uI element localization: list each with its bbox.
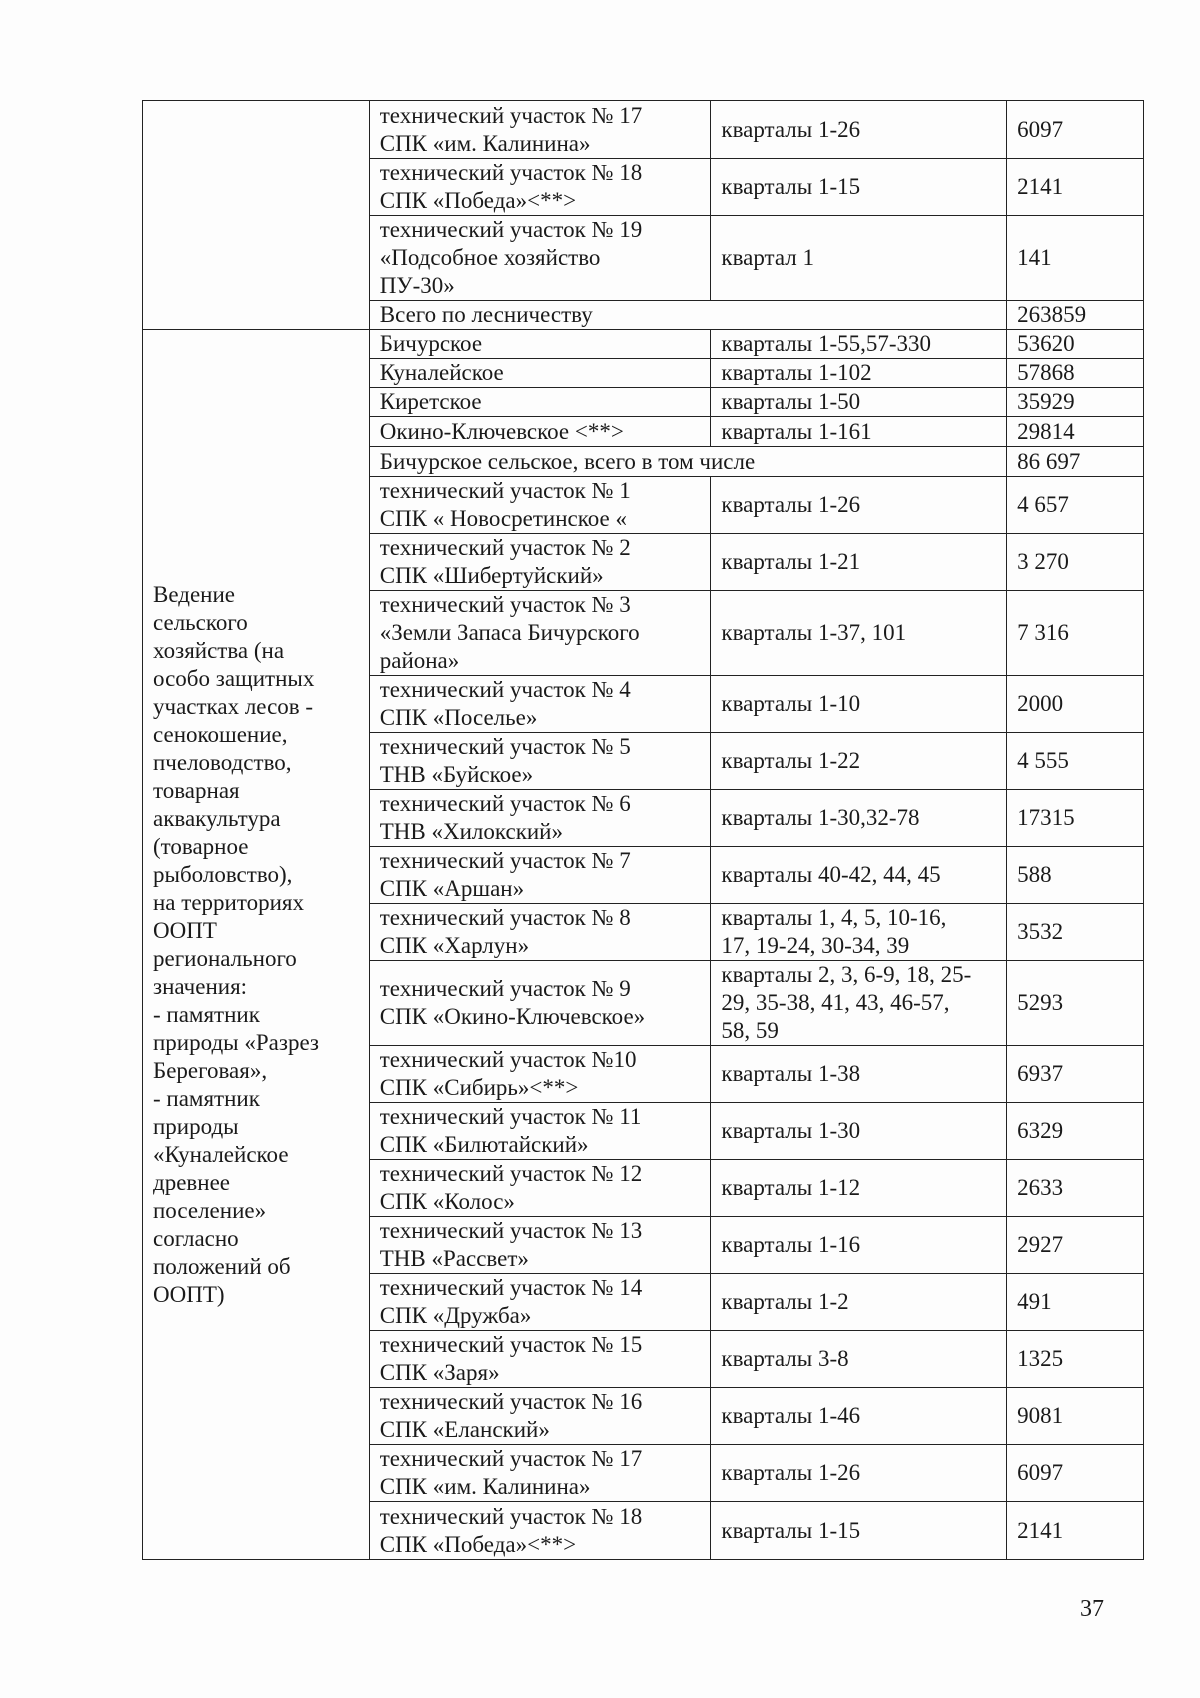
plot-row-area-cell [1007,1103,1144,1160]
plot-row-section-cell [369,1046,711,1103]
plot-row-area-cell [1007,1388,1144,1445]
district-row-area-cell [1007,388,1144,417]
district-row-area-cell [1007,330,1144,359]
plot-row-area-cell-text: 9081 [1017,1403,1064,1428]
plot-row-area-cell [1007,904,1144,961]
plot-row-area-cell [1007,1331,1144,1388]
district-row-quarters-cell-text: кварталы 1-161 [721,418,872,444]
plot-row-area-cell [1007,733,1144,790]
district-row-section-cell-text: Киретское [379,389,482,414]
plot-row-section-cell-text: технический участок № 8 СПК «Харлун» [379,905,631,958]
top-row-area-cell-text: 6097 [1017,116,1064,142]
plot-row-area-cell-text: 5293 [1017,990,1064,1015]
plot-row-quarters-cell-text: кварталы 1-46 [721,1403,861,1428]
plot-row-section-cell-text: технический участок № 12 СПК «Колос» [379,1161,643,1214]
district-row-quarters-cell-text: кварталы 1-102 [721,360,872,385]
plot-row-area-cell-text: 4 657 [1017,492,1069,517]
top-row-section-cell [369,159,711,216]
top-row-quarters-cell-text: квартал 1 [721,245,815,270]
rural-total-label-text: Бичурское сельское, всего в том числе [379,448,756,474]
plot-row-area-cell [1007,847,1144,904]
district-row-quarters-cell [711,417,1007,447]
plot-row-section-cell-text: технический участок № 2 СПК «Шибертуйский» [379,535,631,588]
plot-row-section-cell [369,1160,711,1217]
plot-row-quarters-cell [711,961,1007,1046]
plot-row-section-cell [369,1331,711,1388]
plot-row-quarters-cell-text: кварталы 3-8 [721,1346,849,1371]
plot-row-section-cell-text: технический участок № 16 СПК «Еланский» [379,1389,643,1442]
plot-row-section-cell-text: технический участок № 3 «Земли Запаса Бичурского района» [379,592,640,673]
plot-row-area-cell-text: 4 555 [1017,748,1069,773]
plot-row-area-cell-text: 2000 [1017,691,1064,716]
plot-row-section-cell [369,733,711,790]
plot-row-section-cell-text: технический участок № 9 СПК «Окино-Ключевское» [379,976,646,1029]
plot-row-area-cell [1007,961,1144,1046]
plot-row-area-cell-text: 588 [1017,862,1052,887]
plot-row-section-cell [369,591,711,676]
top-row-section-cell-text: технический участок № 17 СПК «им. Калинина» [379,102,643,156]
plot-row-quarters-cell-text: кварталы 1-21 [721,549,861,574]
plot-row-quarters-cell [711,1388,1007,1445]
plot-row-quarters-cell [711,591,1007,676]
plot-row-area-cell [1007,1217,1144,1274]
plot-row-area-cell [1007,534,1144,591]
district-row-area-cell-text: 57868 [1017,360,1075,385]
plot-row-quarters-cell-text: кварталы 1-38 [721,1061,861,1086]
top-row-area-cell-text: 141 [1017,245,1052,270]
plot-row-quarters-cell [711,676,1007,733]
district-row-quarters-cell-text: кварталы 1-50 [721,389,861,414]
purpose-cell [143,330,370,1560]
forest-allocation-table [142,100,1144,1560]
plot-row-quarters-cell [711,1502,1007,1560]
top-row-section-cell [369,216,711,301]
plot-row-quarters-cell-text: кварталы 1-26 [721,1460,861,1485]
plot-row-section-cell-text: технический участок № 11 СПК «Билютайский» [379,1104,642,1157]
plot-row-section-cell-text: технический участок № 7 СПК «Аршан» [379,848,631,901]
plot-row-quarters-cell-text: кварталы 1-16 [721,1232,861,1257]
plot-row-area-cell-text: 2141 [1017,1517,1064,1543]
top-row-quarters-cell [711,216,1007,301]
plot-row-area-cell-text: 3532 [1017,919,1064,944]
plot-row-quarters-cell-text: кварталы 1-22 [721,748,861,773]
plot-row-area-cell [1007,477,1144,534]
plot-row-area-cell-text: 7 316 [1017,620,1069,645]
plot-row-section-cell [369,477,711,534]
district-row-quarters-cell-text: кварталы 1-55,57-330 [721,331,932,356]
rural-total-area-text: 86 697 [1017,448,1081,474]
plot-row-area-cell [1007,1160,1144,1217]
plot-row-area-cell [1007,1445,1144,1502]
plot-row-section-cell [369,1274,711,1331]
district-row-area-cell-text: 29814 [1017,418,1075,444]
plot-row-area-cell [1007,591,1144,676]
top-row-section-cell-text: технический участок № 19 «Подсобное хозяйство ПУ-30» [379,217,643,298]
plot-row-area-cell-text: 17315 [1017,805,1075,830]
plot-row-section-cell-text: технический участок № 4 СПК «Поселье» [379,677,631,730]
plot-row-quarters-cell-text: кварталы 1-10 [721,691,861,716]
district-row-section-cell-text: Бичурское [379,331,483,356]
plot-row-section-cell [369,790,711,847]
forestry-total-label-text: Всего по лесничеству [379,302,593,327]
purpose-cell-continued [143,101,370,330]
rural-total-area [1007,447,1144,477]
plot-row-area-cell [1007,790,1144,847]
plot-row-quarters-cell [711,1331,1007,1388]
top-row-quarters-cell-text: кварталы 1-15 [721,174,861,199]
plot-row-quarters-cell [711,477,1007,534]
plot-row-quarters-cell [711,733,1007,790]
district-row-section-cell-text: Окино-Ключевское <**> [379,418,624,444]
district-row-section-cell [369,330,711,359]
plot-row-quarters-cell [711,1046,1007,1103]
plot-row-section-cell-text: технический участок № 17 СПК «им. Калинина» [379,1446,643,1499]
plot-row-section-cell [369,1103,711,1160]
plot-row-section-cell [369,961,711,1046]
district-row-section-cell [369,388,711,417]
top-row-section-cell-text: технический участок № 18 СПК «Победа»<**> [379,160,643,213]
district-row-quarters-cell [711,388,1007,417]
plot-row-section-cell [369,676,711,733]
plot-row-quarters-cell [711,1160,1007,1217]
district-row-area-cell [1007,359,1144,388]
top-row-area-cell [1007,159,1144,216]
plot-row-section-cell [369,534,711,591]
plot-row-section-cell-text: технический участок № 18 СПК «Победа»<**> [379,1503,643,1557]
forestry-total-label [369,301,1006,330]
plot-row-quarters-cell-text: кварталы 1-37, 101 [721,620,907,645]
plot-row-section-cell [369,1502,711,1560]
plot-row-quarters-cell-text: кварталы 2, 3, 6-9, 18, 25- 29, 35-38, 41, 43, 46-57, 58, 59 [721,962,972,1043]
plot-row-section-cell [369,1388,711,1445]
plot-row-quarters-cell [711,1103,1007,1160]
plot-row-area-cell [1007,1274,1144,1331]
district-row-section-cell [369,359,711,388]
forestry-total-area [1007,301,1144,330]
top-row-area-cell [1007,216,1144,301]
top-row-quarters-cell [711,159,1007,216]
plot-row-section-cell-text: технический участок № 5 ТНВ «Буйское» [379,734,631,787]
plot-row-quarters-cell [711,790,1007,847]
plot-row-area-cell [1007,676,1144,733]
plot-row-quarters-cell-text: кварталы 1-2 [721,1289,849,1314]
page-number: 37 [1080,1596,1104,1622]
plot-row-section-cell-text: технический участок № 14 СПК «Дружба» [379,1275,643,1328]
plot-row-area-cell-text: 491 [1017,1289,1052,1314]
plot-row-area-cell-text: 6097 [1017,1460,1064,1485]
plot-row-area-cell-text: 2927 [1017,1232,1064,1257]
plot-row-section-cell [369,904,711,961]
rural-total-label [369,447,1006,477]
district-row-area-cell-text: 35929 [1017,389,1075,414]
plot-row-section-cell-text: технический участок № 1 СПК « Новосретинское « [379,478,631,531]
district-row-section-cell-text: Куналейское [379,360,504,385]
plot-row-section-cell [369,1217,711,1274]
plot-row-section-cell-text: технический участок № 6 ТНВ «Хилокский» [379,791,631,844]
plot-row-area-cell [1007,1046,1144,1103]
plot-row-section-cell-text: технический участок № 13 ТНВ «Рассвет» [379,1218,643,1271]
plot-row-area-cell-text: 3 270 [1017,549,1069,574]
district-row [143,330,1144,359]
top-row-area-cell-text: 2141 [1017,174,1064,199]
district-row-quarters-cell [711,359,1007,388]
top-row-quarters-cell [711,101,1007,159]
plot-row-quarters-cell-text: кварталы 1-12 [721,1175,861,1200]
plot-row-section-cell [369,1445,711,1502]
plot-row-quarters-cell-text: кварталы 1-15 [721,1517,861,1543]
plot-row-quarters-cell [711,847,1007,904]
district-row-quarters-cell [711,330,1007,359]
forestry-total-area-text: 263859 [1017,302,1087,327]
district-row-area-cell-text: 53620 [1017,331,1075,356]
plot-row-quarters-cell [711,534,1007,591]
top-row-section-cell [369,101,711,159]
table-row [143,101,1144,159]
plot-row-quarters-cell [711,1445,1007,1502]
plot-row-quarters-cell-text: кварталы 1-30,32-78 [721,805,920,830]
plot-row-quarters-cell-text: кварталы 1, 4, 5, 10-16, 17, 19-24, 30-34, 39 [721,905,947,958]
plot-row-quarters-cell-text: кварталы 1-30 [721,1118,861,1143]
top-row-area-cell [1007,101,1144,159]
plot-row-quarters-cell-text: кварталы 1-26 [721,492,861,517]
plot-row-quarters-cell [711,1217,1007,1274]
district-row-section-cell [369,417,711,447]
plot-row-section-cell [369,847,711,904]
district-row-area-cell [1007,417,1144,447]
plot-row-quarters-cell-text: кварталы 40-42, 44, 45 [721,862,941,887]
plot-row-quarters-cell [711,1274,1007,1331]
plot-row-section-cell-text: технический участок №10 СПК «Сибирь»<**> [379,1047,637,1100]
plot-row-area-cell-text: 2633 [1017,1175,1064,1200]
plot-row-quarters-cell [711,904,1007,961]
purpose-cell-text: Ведение сельского хозяйства (на особо защитных участках лесов - сенокошение, пчеловодство, товарная аквакультура (товарное рыболовство), на территориях ООПТ регионального значения: - памятник природы «Разрез Береговая», - памятник природы «Куналейское древнее поселение» согласно положений об ООПТ) [153,581,320,1307]
plot-row-area-cell-text: 1325 [1017,1346,1064,1371]
top-row-quarters-cell-text: кварталы 1-26 [721,116,861,142]
plot-row-area-cell-text: 6329 [1017,1118,1064,1143]
plot-row-area-cell-text: 6937 [1017,1061,1064,1086]
plot-row-area-cell [1007,1502,1144,1560]
plot-row-section-cell-text: технический участок № 15 СПК «Заря» [379,1332,643,1385]
